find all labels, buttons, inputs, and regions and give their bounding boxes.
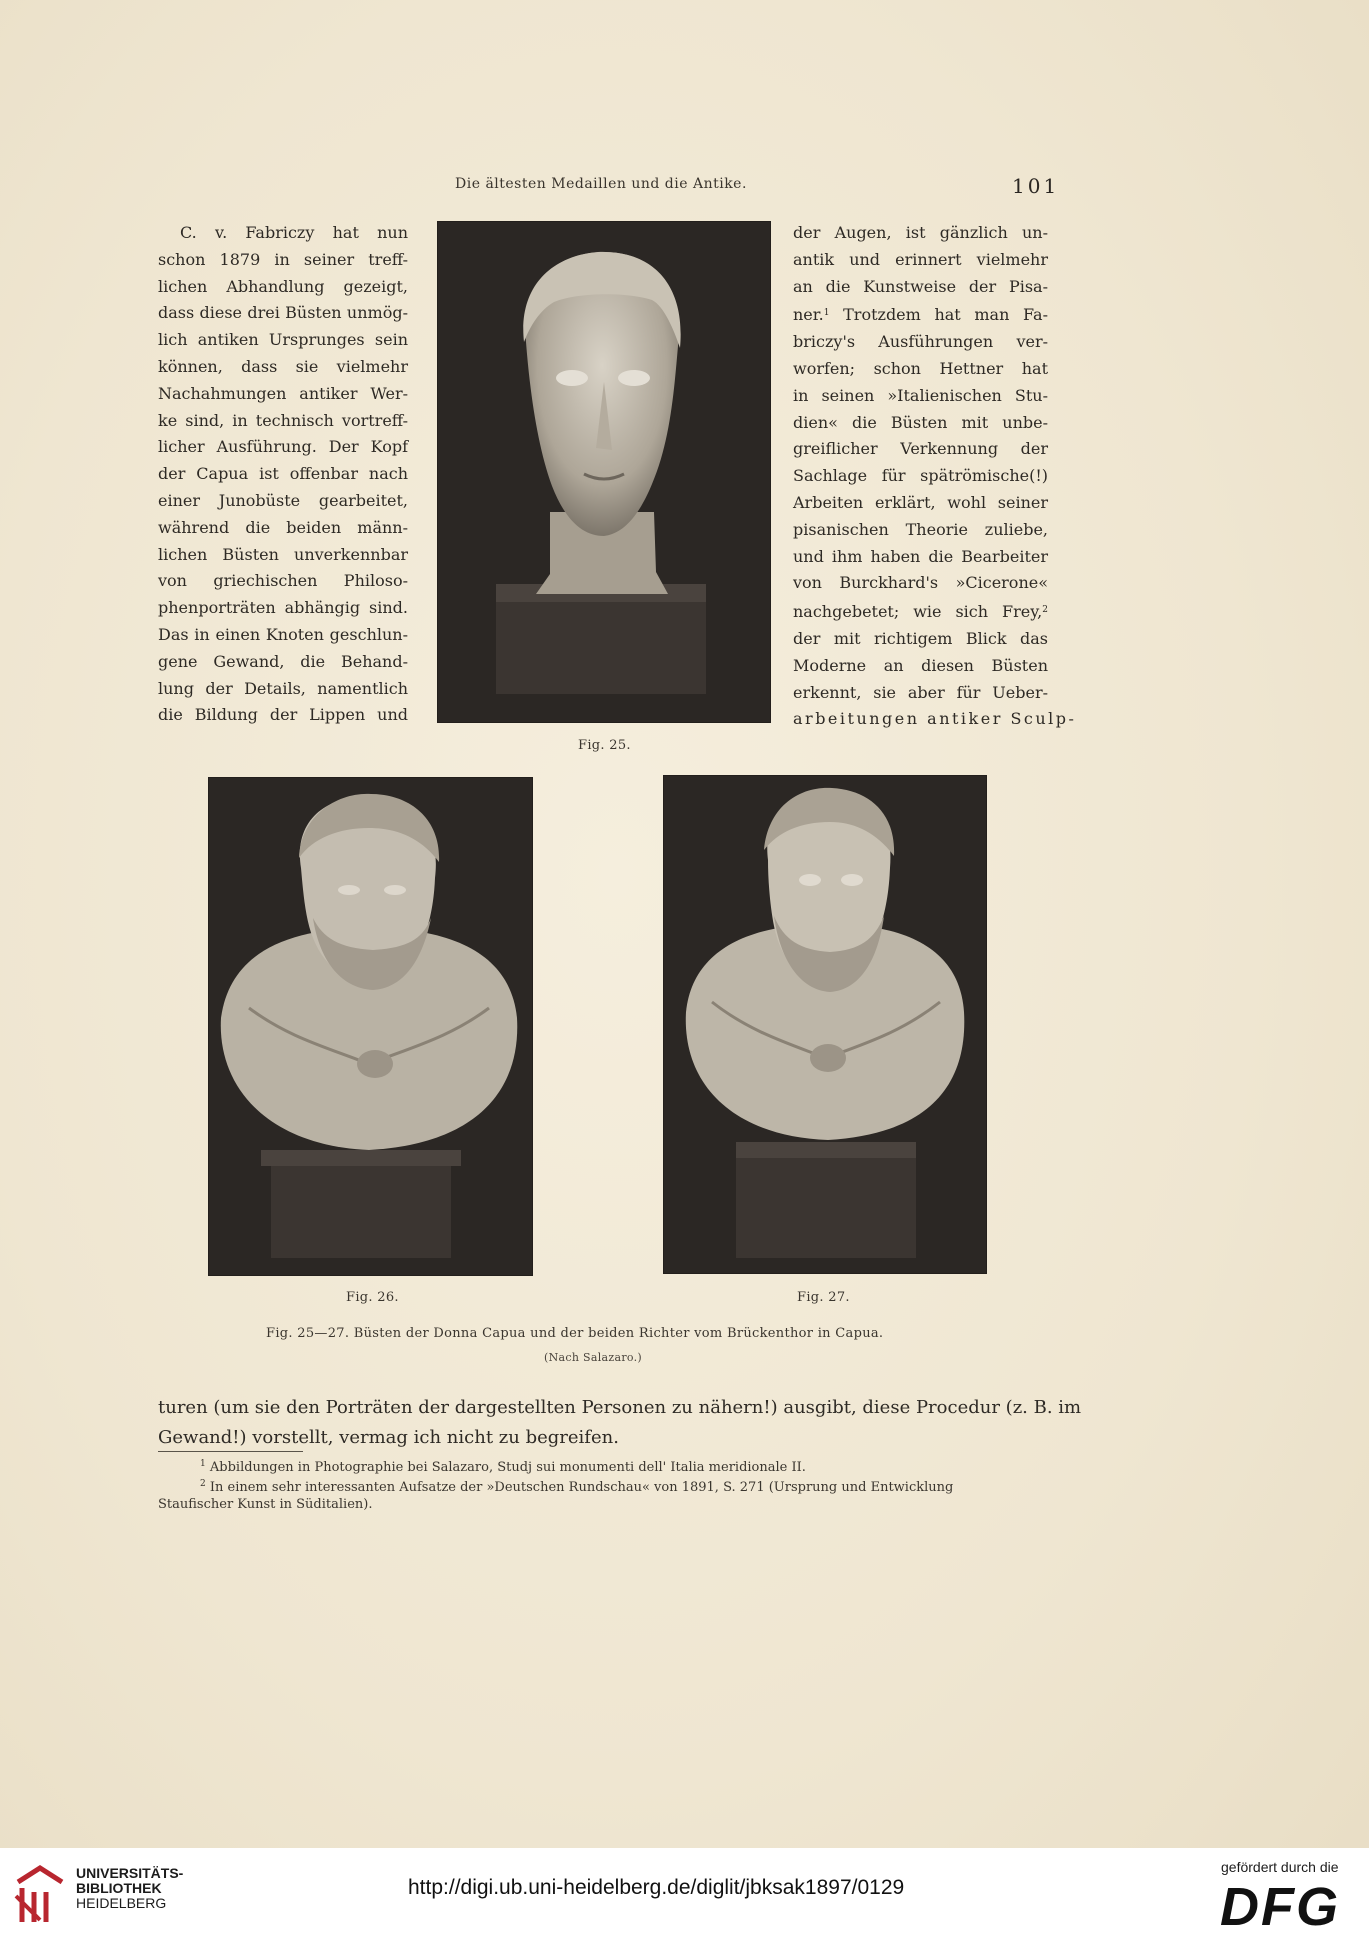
text-line: in seinen »Italienischen Stu- [793, 385, 1048, 405]
text-line: arbeitungen antiker Sculp- [793, 709, 1077, 729]
figure-caption-source: (Nach Salazaro.) [544, 1351, 643, 1364]
figure-26-photo [209, 778, 532, 1275]
text-line: ke sind, in technisch vortreff- [158, 410, 408, 430]
text-line: der Capua ist offenbar nach [158, 464, 408, 484]
figure-26-label: Fig. 26. [346, 1290, 399, 1305]
bust-head-illustration [438, 222, 770, 722]
footnote-marker: 2 [1042, 605, 1048, 616]
text-line: C. v. Fabriczy hat nun [180, 223, 408, 242]
footnote-marker: 1 [200, 1459, 206, 1469]
document-url-link[interactable]: http://digi.ub.uni-heidelberg.de/diglit/jbksak1897/0129 [408, 1876, 905, 1899]
page-number: 101 [1012, 174, 1060, 198]
text-line: worfen; schon Hettner hat [793, 358, 1048, 378]
text-line: Nachahmungen antiker Wer- [158, 383, 408, 403]
text-line: lung der Details, namentlich [158, 678, 408, 698]
text-line: dien« die Büsten mit unbe- [793, 412, 1048, 432]
text-segment: nachgebetet; wie sich Frey, [793, 602, 1043, 622]
text-line: dass diese drei Büsten unmög- [158, 303, 408, 323]
body-continuation [158, 1393, 1082, 1453]
text-line: Das in einen Knoten geschlun- [158, 624, 408, 644]
text-line: lichen Abhandlung gezeigt, [158, 276, 408, 296]
text-line: während die beiden männ- [158, 517, 408, 537]
text-line: schon 1879 in seiner treff- [158, 249, 408, 269]
footnote-2 [158, 1476, 1040, 1496]
funder-text: gefördert durch die [1221, 1859, 1339, 1875]
figure-caption: Fig. 25—27. Büsten der Donna Capua und der beiden Richter vom Brückenthor in Capua. [266, 1326, 884, 1341]
running-title: Die ältesten Medaillen und die Antike. [455, 176, 747, 192]
figure-25-photo [438, 222, 770, 722]
text-line: lichen Büsten unverkennbar [158, 544, 408, 564]
text-line: phenporträten abhängig sind. [158, 598, 408, 618]
text-line: gene Gewand, die Behand- [158, 651, 408, 671]
text-line: Sachlage für spätrömische(!) [793, 466, 1048, 486]
text-segment: ner. [793, 305, 824, 325]
text-line: der Augen, ist gänzlich un- [793, 223, 1048, 242]
text-line: der mit richtigem Blick das [793, 628, 1048, 648]
bearded-bust-illustration [664, 776, 986, 1273]
figure-27-photo [664, 776, 986, 1273]
text-line: einer Junobüste gearbeitet, [158, 490, 408, 510]
text-line: Gewand!) vorstellt, vermag ich nicht zu begreifen. [158, 1427, 619, 1448]
right-column-text [793, 220, 1077, 733]
library-name-line: HEIDELBERG [76, 1895, 167, 1911]
footnotes [158, 1456, 1040, 1513]
text-line: und ihm haben die Bearbeiter [793, 546, 1048, 566]
dfg-logo: DFG [1220, 1877, 1340, 1937]
text-line: an die Kunstweise der Pisa- [793, 276, 1048, 296]
footnote-2-continuation: Staufischer Kunst in Süditalien). [158, 1497, 373, 1512]
figure-27-label: Fig. 27. [797, 1290, 850, 1305]
footnote-text: In einem sehr interessanten Aufsatze der »Deutschen Rundschau« von 1891, S. 271 (Ursprung und Entwicklung [209, 1480, 954, 1495]
text-line: licher Ausführung. Der Kopf [158, 437, 408, 457]
text-line: Moderne an diesen Büsten [793, 655, 1048, 675]
bearded-bust-illustration [209, 778, 532, 1275]
text-line-with-footnote [793, 597, 1048, 626]
figure-25-label: Fig. 25. [578, 738, 631, 753]
text-line: die Bildung der Lippen und [158, 705, 408, 725]
text-line: turen (um sie den Porträten der dargestellten Personen zu nähern!) ausgibt, diese Procedur (z. B. im [158, 1397, 1082, 1418]
text-line-with-footnote [793, 300, 1048, 329]
text-line: von Burckhard's »Cicerone« [793, 573, 1048, 593]
university-library-logo-icon [12, 1862, 68, 1926]
library-name-line: BIBLIOTHEK [76, 1880, 162, 1896]
text-line: von griechischen Philoso- [158, 571, 408, 591]
library-name-line: UNIVERSITÄTS- [76, 1865, 184, 1881]
text-segment: Trotzdem hat man Fa- [829, 305, 1048, 325]
footnote-rule [158, 1451, 303, 1452]
footnote-marker: 2 [200, 1479, 206, 1489]
text-line: antik und erinnert vielmehr [793, 249, 1048, 269]
text-line: briczy's Ausführungen ver- [793, 332, 1048, 352]
text-line: greiflicher Verkennung der [793, 439, 1048, 459]
footnote-text: Abbildungen in Photographie bei Salazaro, Studj sui monumenti dell' Italia meridionale II. [209, 1460, 806, 1475]
text-line: lich antiken Ursprunges sein [158, 330, 408, 350]
footnote-1 [158, 1456, 1040, 1476]
left-column-text [158, 220, 408, 729]
footnote-marker: 1 [823, 308, 830, 319]
text-line: können, dass sie vielmehr [158, 356, 408, 376]
text-line: Arbeiten erklärt, wohl seiner [793, 492, 1048, 512]
text-line: erkennt, sie aber für Ueber- [793, 682, 1048, 702]
library-name [76, 1866, 183, 1911]
text-line: pisanischen Theorie zuliebe, [793, 519, 1048, 539]
